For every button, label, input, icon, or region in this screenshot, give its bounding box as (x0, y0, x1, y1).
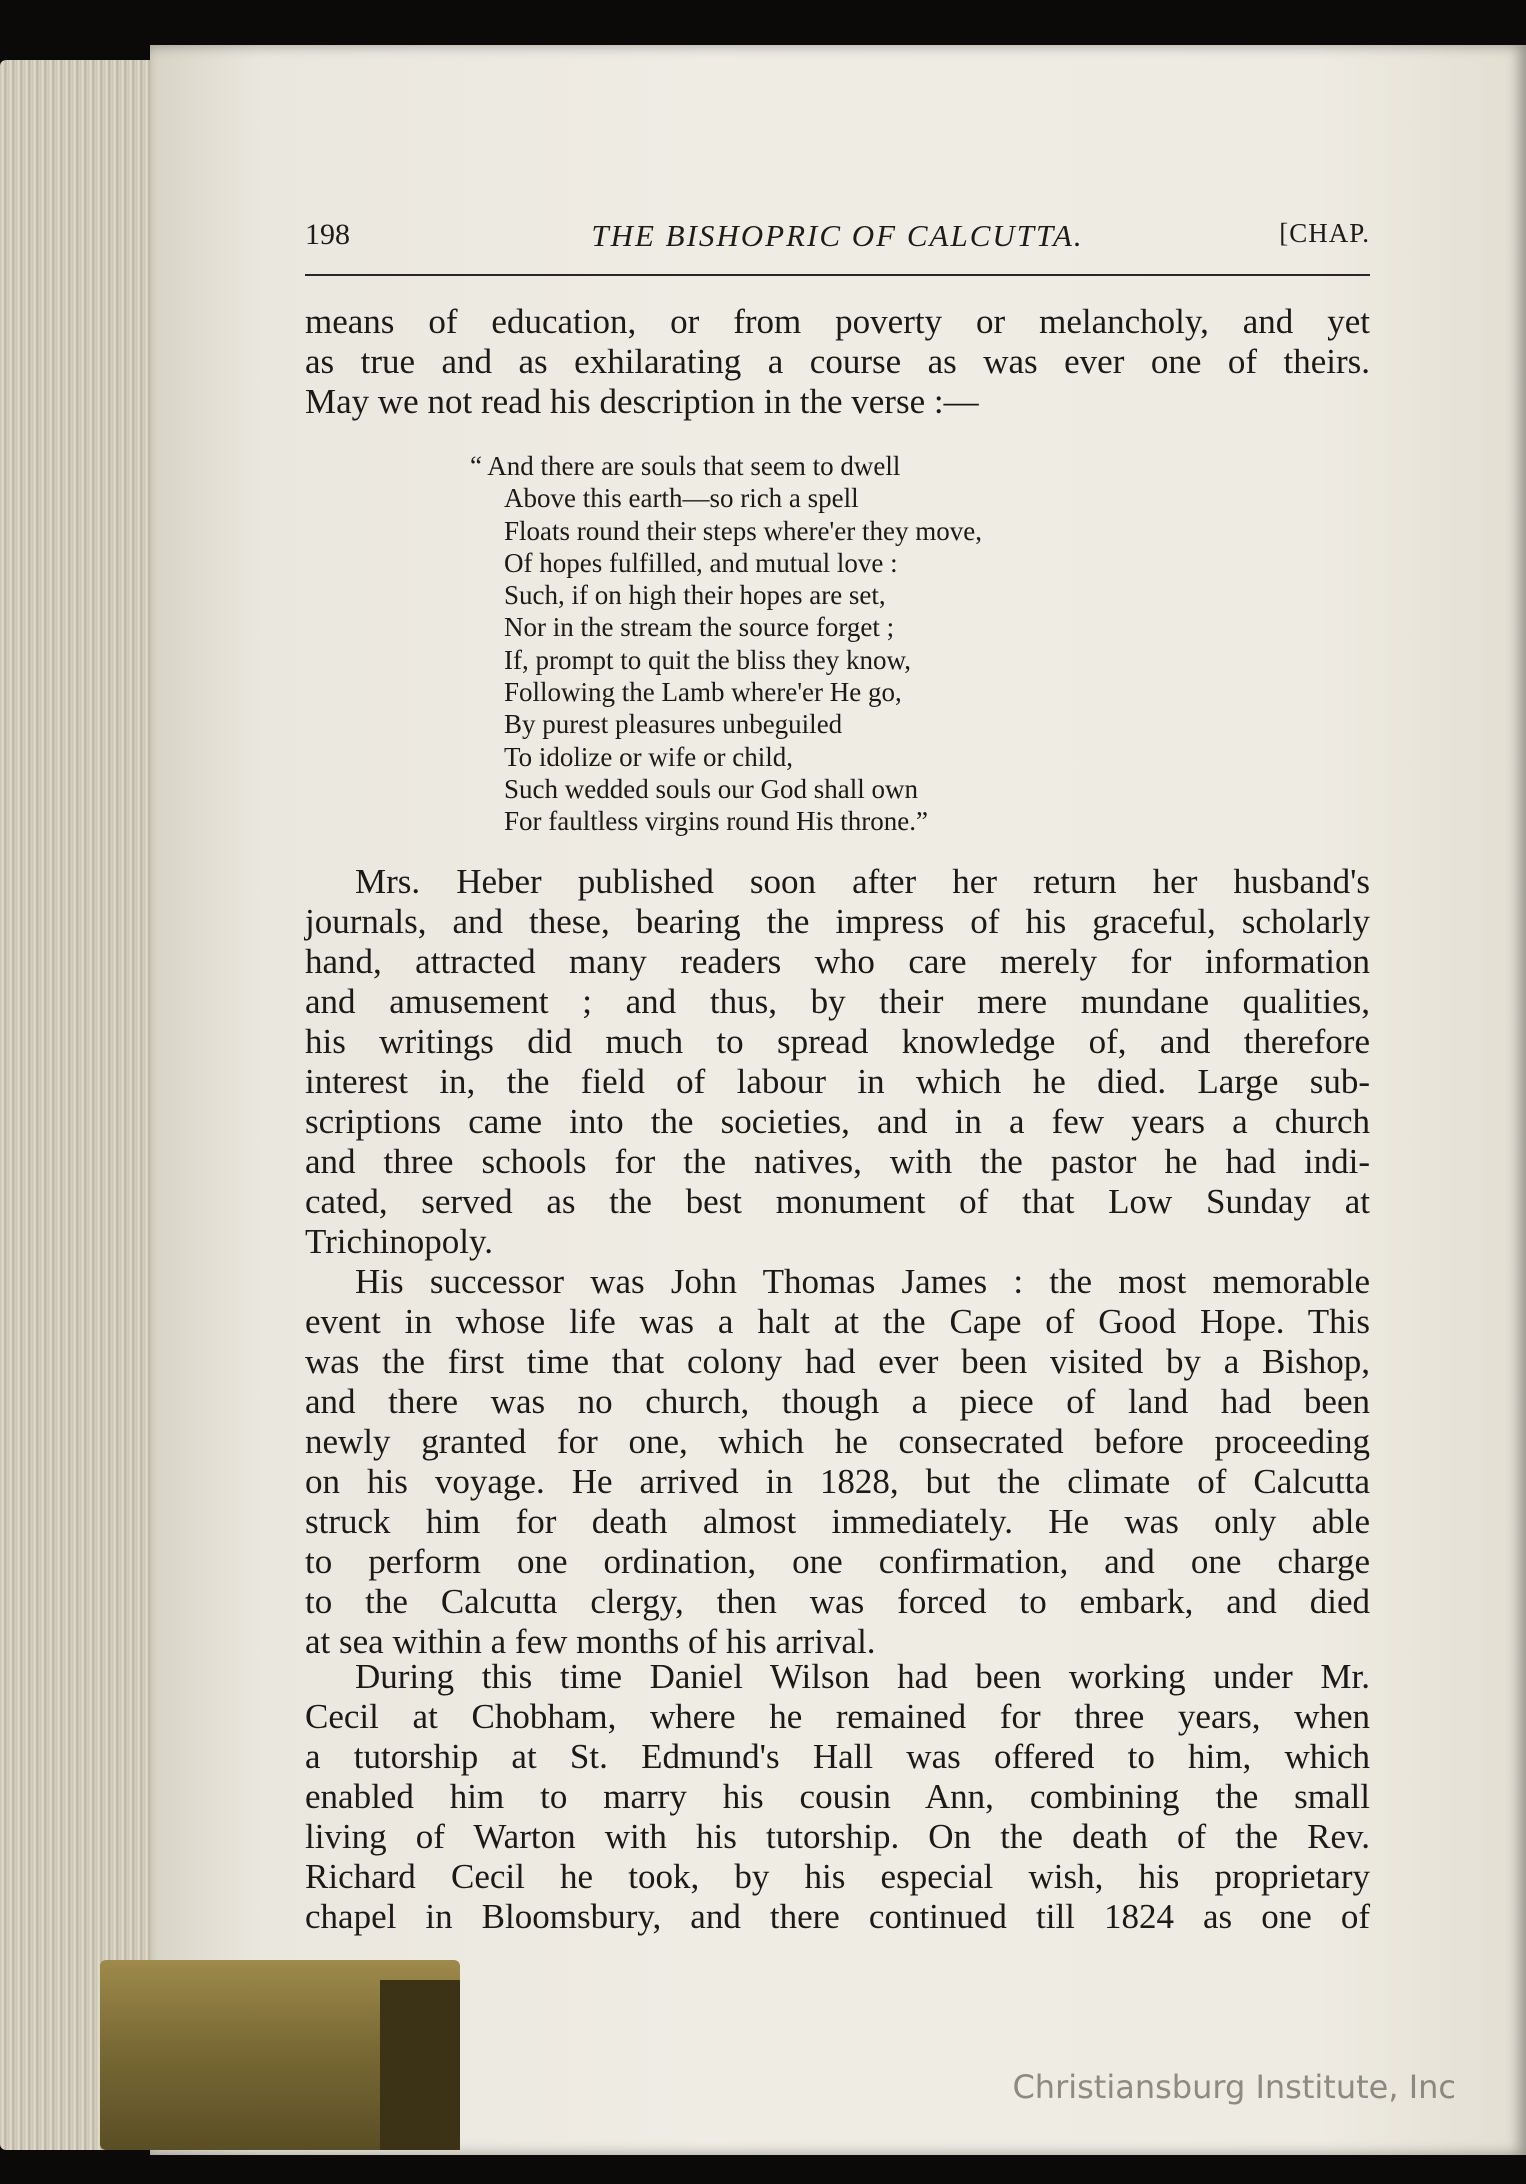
text-line: Cecil at Chobham, where he remained for three years, when (305, 1697, 1370, 1736)
text-line: chapel in Bloomsbury, and there continued till 1824 as one of (305, 1897, 1370, 1936)
text-line: at sea within a few months of his arrival. (305, 1622, 876, 1661)
text-line: scriptions came into the societies, and in a few years a church (305, 1102, 1370, 1141)
book-weight-shadow (380, 1980, 460, 2150)
text-line: event in whose life was a halt at the Cape of Good Hope. This (305, 1302, 1370, 1341)
verse-line: Of hopes fulfilled, and mutual love : (504, 547, 898, 578)
text-line: journals, and these, bearing the impress of his graceful, scholarly (305, 902, 1370, 941)
chapter-marker: [CHAP. (1279, 218, 1370, 248)
text-line: and there was no church, though a piece of land had been (305, 1382, 1370, 1421)
running-header (305, 218, 1370, 258)
verse-line: Floats round their steps where'er they move, (504, 515, 982, 546)
verse-line: For faultless virgins round His throne.” (504, 806, 928, 837)
text-line: May we not read his description in the verse :— (305, 382, 979, 421)
verse-quotation (470, 450, 1170, 838)
paragraph-1 (305, 302, 1370, 422)
book-page-edges (0, 60, 170, 2150)
verse-line: “ And there are souls that seem to dwell (470, 451, 901, 481)
text-line: to the Calcutta clergy, then was forced to embark, and died (305, 1582, 1370, 1621)
verse-line: If, prompt to quit the bliss they know, (504, 644, 911, 675)
text-line: hand, attracted many readers who care merely for information (305, 942, 1370, 981)
watermark: Christiansburg Institute, Inc (1012, 2068, 1456, 2106)
verse-line: By purest pleasures unbeguiled (504, 709, 843, 740)
text-line: During this time Daniel Wilson had been working under Mr. (355, 1657, 1370, 1696)
verse-line: Such, if on high their hopes are set, (504, 580, 886, 611)
text-line: as true and as exhilarating a course as was ever one of theirs. (305, 342, 1370, 381)
text-line: enabled him to marry his cousin Ann, combining the small (305, 1777, 1370, 1816)
text-line: cated, served as the best monument of that Low Sunday at (305, 1182, 1370, 1221)
text-line: to perform one ordination, one confirmation, and one charge (305, 1542, 1370, 1581)
text-line: Trichinopoly. (305, 1222, 493, 1261)
text-line: was the first time that colony had ever been visited by a Bishop, (305, 1342, 1370, 1381)
text-line: His successor was John Thomas James : the most memorable (355, 1262, 1370, 1301)
text-line: living of Warton with his tutorship. On the death of the Rev. (305, 1817, 1370, 1856)
text-line: and amusement ; and thus, by their mere mundane qualities, (305, 982, 1370, 1021)
text-line: a tutorship at St. Edmund's Hall was offered to him, which (305, 1737, 1370, 1776)
text-line: on his voyage. He arrived in 1828, but the climate of Calcutta (305, 1462, 1370, 1501)
running-title: THE BISHOPRIC OF CALCUTTA. (591, 218, 1084, 253)
text-line: interest in, the field of labour in which he died. Large sub- (305, 1062, 1370, 1101)
page-number: 198 (305, 218, 350, 251)
verse-line: Such wedded souls our God shall own (504, 773, 918, 804)
text-line: and three schools for the natives, with the pastor he had indi- (305, 1142, 1370, 1181)
text-line: newly granted for one, which he consecrated before proceeding (305, 1422, 1370, 1461)
paragraph-2 (305, 862, 1370, 1262)
verse-line: Following the Lamb where'er He go, (504, 677, 902, 708)
header-rule (305, 274, 1370, 276)
text-line: his writings did much to spread knowledge of, and therefore (305, 1022, 1370, 1061)
text-line: struck him for death almost immediately. He was only able (305, 1502, 1370, 1541)
verse-line: Above this earth—so rich a spell (504, 483, 859, 514)
text-line: means of education, or from poverty or melancholy, and yet (305, 302, 1370, 341)
verse-line: Nor in the stream the source forget ; (504, 612, 895, 643)
paragraph-4 (305, 1657, 1370, 1937)
text-line: Richard Cecil he took, by his especial wish, his proprietary (305, 1857, 1370, 1896)
text-line: Mrs. Heber published soon after her return her husband's (355, 862, 1370, 901)
paragraph-3 (305, 1262, 1370, 1662)
verse-line: To idolize or wife or child, (504, 741, 794, 772)
